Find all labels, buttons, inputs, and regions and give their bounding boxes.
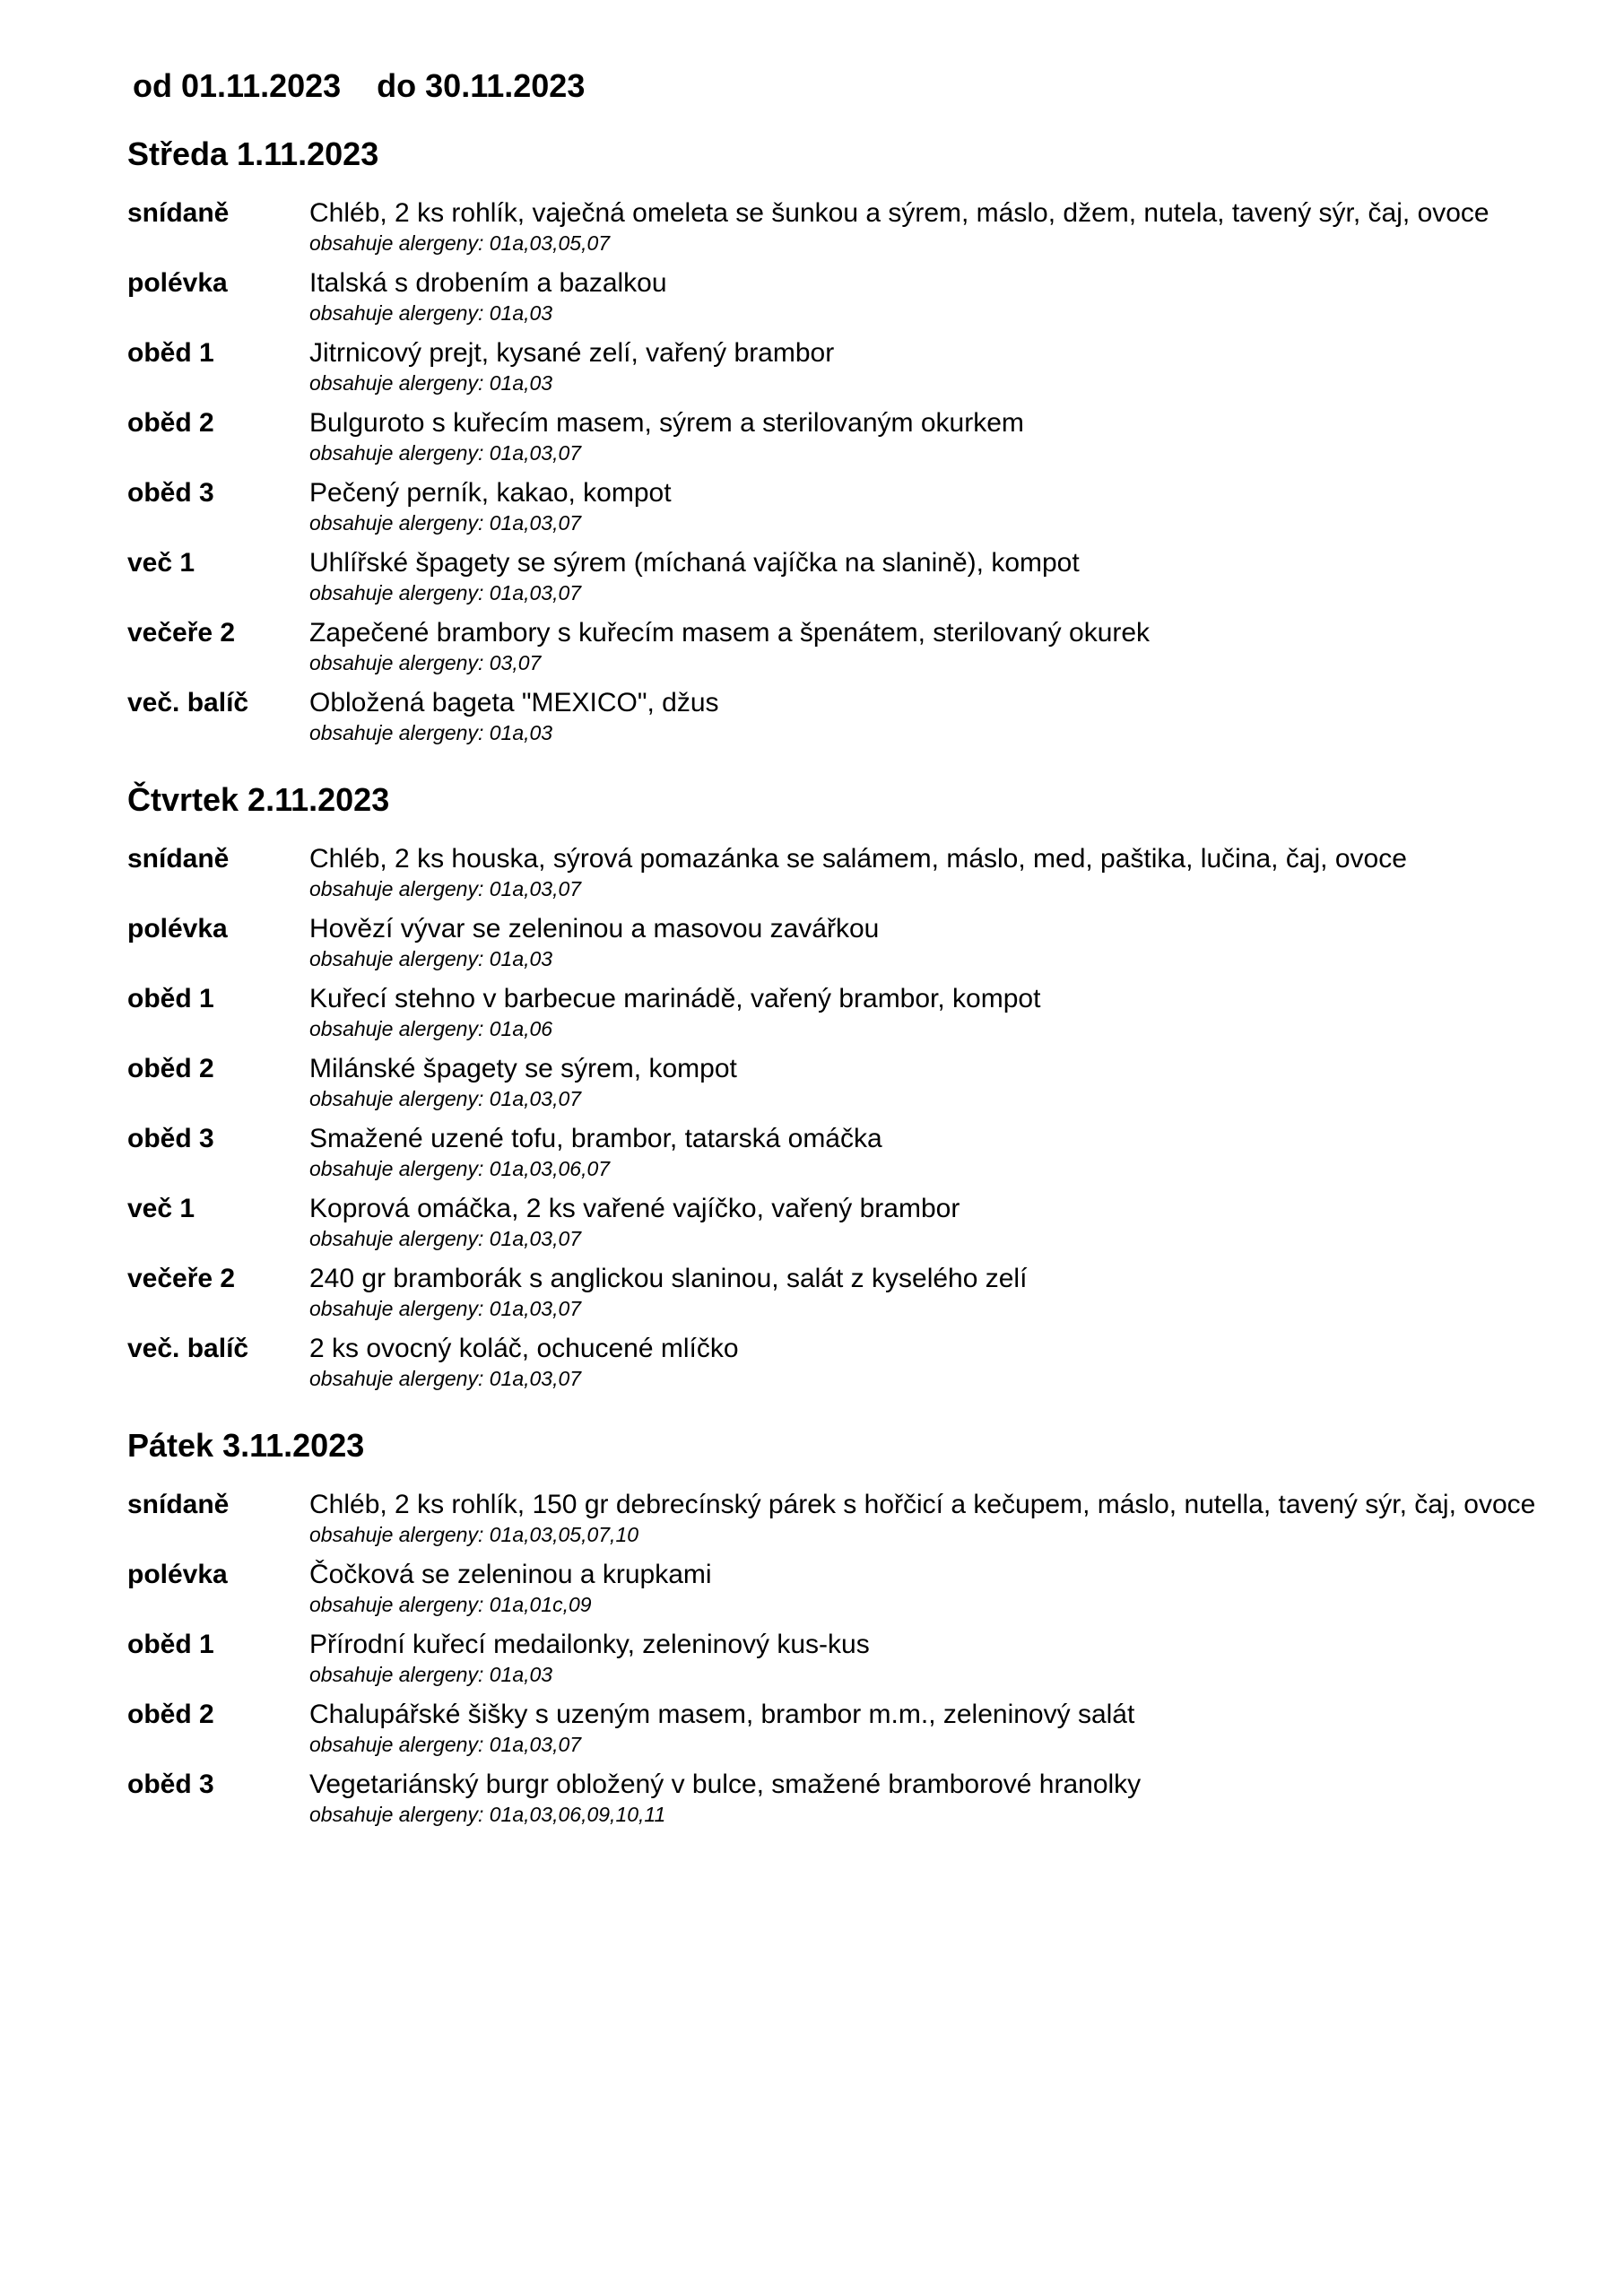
- meal-name: Smažené uzené tofu, brambor, tatarská omáčka: [309, 1124, 882, 1153]
- meal-allergens: obsahuje alergeny: 01a,03: [309, 721, 553, 744]
- meal-row: [127, 1699, 1598, 1769]
- meal-name: 240 gr bramborák s anglickou slaninou, salát z kyselého zelí: [309, 1264, 1028, 1293]
- meal-label: oběd 2: [127, 1054, 214, 1083]
- meal-row: [127, 1053, 1598, 1123]
- meal-name: Přírodní kuřecí medailonky, zeleninový kus-kus: [309, 1630, 870, 1659]
- meal-name: Obložená bageta "MEXICO", džus: [309, 688, 719, 718]
- meal-allergens: obsahuje alergeny: 01a,03,07: [309, 441, 582, 465]
- day-title: Čtvrtek 2.11.2023: [127, 781, 390, 818]
- meal-row: [127, 1193, 1598, 1263]
- meal-row: [127, 1123, 1598, 1193]
- meal-row: [127, 1629, 1598, 1699]
- meal-label: večeře 2: [127, 1264, 236, 1293]
- meal-name: Chléb, 2 ks rohlík, vaječná omeleta se šunkou a sýrem, máslo, džem, nutela, tavený sýr, čaj, ovoce: [309, 198, 1489, 228]
- meal-allergens: obsahuje alergeny: 01a,03,05,07,10: [309, 1523, 639, 1546]
- meal-allergens: obsahuje alergeny: 01a,03,07: [309, 581, 582, 604]
- meal-label: polévka: [127, 1560, 228, 1589]
- meal-label: oběd 1: [127, 338, 214, 368]
- meal-allergens: obsahuje alergeny: 01a,03,07: [309, 877, 582, 900]
- meal-name: Chléb, 2 ks houska, sýrová pomazánka se salámem, máslo, med, paštika, lučina, čaj, ovoce: [309, 844, 1407, 874]
- period-from: od 01.11.2023: [133, 67, 342, 104]
- meal-row: [127, 843, 1598, 913]
- meal-row: [127, 913, 1598, 983]
- meal-label: večeře 2: [127, 618, 236, 648]
- meal-allergens: obsahuje alergeny: 03,07: [309, 651, 542, 674]
- day-section: [127, 135, 1598, 757]
- day-title: Pátek 3.11.2023: [127, 1427, 365, 1464]
- meal-name: Milánské špagety se sýrem, kompot: [309, 1054, 737, 1083]
- meal-row: [127, 197, 1598, 267]
- meal-label: snídaně: [127, 844, 230, 874]
- meal-allergens: obsahuje alergeny: 01a,03,06,09,10,11: [309, 1803, 666, 1826]
- meal-row: [127, 1263, 1598, 1333]
- meal-allergens: obsahuje alergeny: 01a,03: [309, 1663, 553, 1686]
- meal-row: [127, 1559, 1598, 1629]
- meal-name: Bulguroto s kuřecím masem, sýrem a sterilovaným okurkem: [309, 408, 1024, 438]
- meal-label: snídaně: [127, 1490, 230, 1519]
- meal-label: oběd 1: [127, 984, 214, 1013]
- meal-allergens: obsahuje alergeny: 01a,03: [309, 301, 553, 325]
- meal-label: več 1: [127, 1194, 195, 1223]
- meal-label: oběd 3: [127, 1770, 214, 1799]
- meal-name: Uhlířské špagety se sýrem (míchaná vajíčka na slanině), kompot: [309, 548, 1080, 578]
- meal-name: Vegetariánský burgr obložený v bulce, smažené bramborové hranolky: [309, 1770, 1142, 1799]
- day-title: Středa 1.11.2023: [127, 135, 379, 172]
- meal-label: polévka: [127, 914, 228, 944]
- meal-row: [127, 983, 1598, 1053]
- meal-label: snídaně: [127, 198, 230, 228]
- meal-name: Hovězí vývar se zeleninou a masovou zavářkou: [309, 914, 880, 944]
- meal-label: oběd 2: [127, 408, 214, 438]
- meal-allergens: obsahuje alergeny: 01a,03,07: [309, 1297, 582, 1320]
- meal-name: 2 ks ovocný koláč, ochucené mlíčko: [309, 1334, 739, 1363]
- meal-row: [127, 267, 1598, 337]
- meal-row: [127, 477, 1598, 547]
- meal-name: Chléb, 2 ks rohlík, 150 gr debrecínský párek s hořčicí a kečupem, máslo, nutella, tavený sýr, čaj, ovoce: [309, 1490, 1536, 1519]
- meal-label: oběd 1: [127, 1630, 214, 1659]
- meal-row: [127, 407, 1598, 477]
- meal-label: oběd 3: [127, 1124, 214, 1153]
- meal-row: [127, 617, 1598, 687]
- meal-row: [127, 1489, 1598, 1559]
- meal-name: Zapečené brambory s kuřecím masem a špenátem, sterilovaný okurek: [309, 618, 1151, 648]
- meal-label: oběd 3: [127, 478, 214, 508]
- meal-name: Čočková se zeleninou a krupkami: [309, 1560, 712, 1589]
- menu-period: [133, 66, 585, 106]
- meal-allergens: obsahuje alergeny: 01a,03,07: [309, 1087, 582, 1110]
- meal-allergens: obsahuje alergeny: 01a,03,07: [309, 1733, 582, 1756]
- meal-row: [127, 547, 1598, 617]
- day-section: [127, 780, 1598, 1403]
- meal-name: Pečený perník, kakao, kompot: [309, 478, 672, 508]
- meal-label: oběd 2: [127, 1700, 214, 1729]
- meal-allergens: obsahuje alergeny: 01a,03,07: [309, 1227, 582, 1250]
- meal-label: več. balíč: [127, 688, 249, 718]
- meal-allergens: obsahuje alergeny: 01a,03: [309, 371, 553, 395]
- meal-name: Chalupářské šišky s uzeným masem, brambor m.m., zeleninový salát: [309, 1700, 1135, 1729]
- day-section: [127, 1426, 1598, 1839]
- meal-allergens: obsahuje alergeny: 01a,01c,09: [309, 1593, 592, 1616]
- days-list: [127, 135, 1598, 1862]
- meal-allergens: obsahuje alergeny: 01a,03,05,07: [309, 231, 611, 255]
- meal-label: več 1: [127, 548, 195, 578]
- meal-row: [127, 687, 1598, 757]
- meal-name: Jitrnicový prejt, kysané zelí, vařený brambor: [309, 338, 835, 368]
- meal-row: [127, 1333, 1598, 1403]
- meal-allergens: obsahuje alergeny: 01a,06: [309, 1017, 553, 1040]
- meal-row: [127, 1769, 1598, 1839]
- meal-label: več. balíč: [127, 1334, 249, 1363]
- period-to: do 30.11.2023: [377, 67, 586, 104]
- meal-label: polévka: [127, 268, 228, 298]
- meal-row: [127, 337, 1598, 407]
- meal-name: Kuřecí stehno v barbecue marinádě, vařený brambor, kompot: [309, 984, 1041, 1013]
- meal-name: Italská s drobením a bazalkou: [309, 268, 667, 298]
- meal-allergens: obsahuje alergeny: 01a,03,06,07: [309, 1157, 611, 1180]
- meal-allergens: obsahuje alergeny: 01a,03,07: [309, 511, 582, 535]
- meal-name: Koprová omáčka, 2 ks vařené vajíčko, vařený brambor: [309, 1194, 960, 1223]
- meal-allergens: obsahuje alergeny: 01a,03,07: [309, 1367, 582, 1390]
- meal-allergens: obsahuje alergeny: 01a,03: [309, 947, 553, 970]
